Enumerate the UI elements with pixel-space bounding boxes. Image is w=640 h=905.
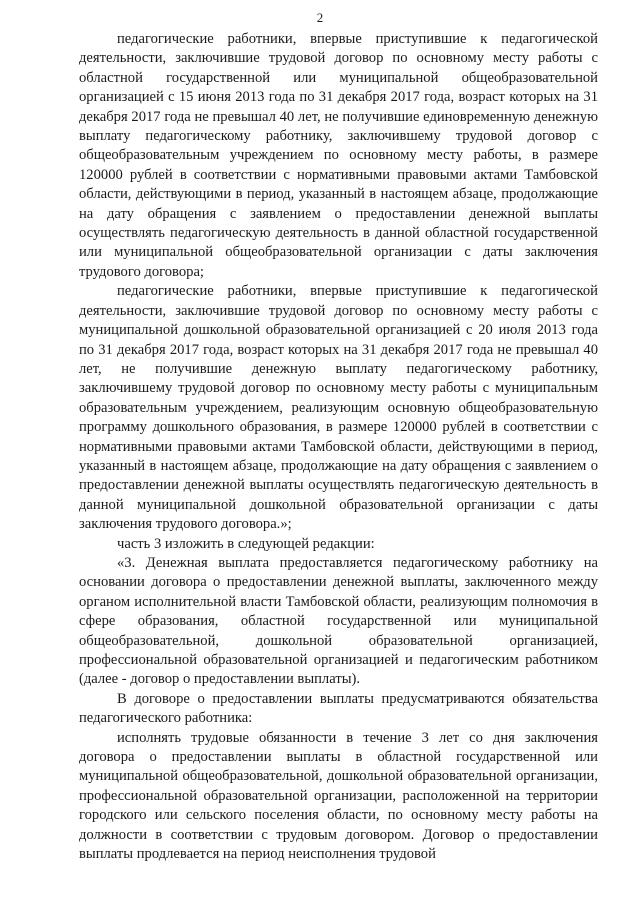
paragraph-1: педагогические работники, впервые приступившие к педагогической деятельности, заключившие трудовой договор по основному месту работы с областной государственной или муниципальной общеобразовательной организацией с 15 июня 2013 года по 31 декабря 2017 года, возраст которых на 31 декабря 2017 года не превышал 40 лет, не получившие единовременную денежную выплату педагогическому работнику, заключившему трудовой договор с общеобразовательным учреждением по основному месту работы, в размере 120000 рублей в соответствии с нормативными правовыми актами Тамбовской области, действующими в период, указанный в настоящем абзаце, продолжающие на дату обращения с заявлением о предоставлении денежной выплаты осуществлять педагогическую деятельность в данной областной государственной или муниципальной общеобразовательной организации с даты заключения трудового договора; [79, 31, 598, 280]
page-number: 2 [316, 10, 324, 25]
document-body [79, 30, 598, 864]
paragraph-6: исполнять трудовые обязанности в течение 3 лет со дня заключения договора о предоставлении выплаты в областной государственной или муниципальной общеобразовательной, дошкольной образовательной организации, профессиональной образовательной организации, расположенной на территории городского или сельского поселения области, по основному месту работы на должности в соответствии с трудовым договором. Договор о предоставлении выплаты продлевается на период неисполнения трудовой [79, 729, 598, 863]
paragraph-3: часть 3 изложить в следующей редакции: [117, 535, 375, 552]
paragraph-5: В договоре о предоставлении выплаты предусматриваются обязательства педагогического работника: [79, 690, 598, 727]
paragraph-2: педагогические работники, впервые приступившие к педагогической деятельности, заключившие трудовой договор по основному месту работы с муниципальной дошкольной образовательной организацией с 20 июля 2013 года по 31 декабря 2017 года, возраст которых на 31 декабря 2017 года не превышал 40 лет, не получившие денежную выплату педагогическому работнику, заключившему трудовой договор по основному месту работы с муниципальным образовательным учреждением, реализующим основную общеобразовательную программу дошкольного образования, в размере 120000 рублей в соответствии с нормативными правовыми актами Тамбовской области, действующими в период, указанный в настоящем абзаце, продолжающие на дату обращения с заявлением о предоставлении денежной выплаты осуществлять педагогическую деятельность в данной муниципальной дошкольной образовательной организации с даты заключения трудового договора.»; [79, 283, 598, 533]
paragraph-4: «3. Денежная выплата предоставляется педагогическому работнику на основании договора о предоставлении денежной выплаты, заключенного между органом исполнительной власти Тамбовской области, реализующим полномочия в сфере образования, областной государственной или муниципальной общеобразовательной, дошкольной образовательной организацией, профессиональной образовательной организацией и педагогическим работником (далее - договор о предоставлении выплаты). [79, 554, 598, 688]
